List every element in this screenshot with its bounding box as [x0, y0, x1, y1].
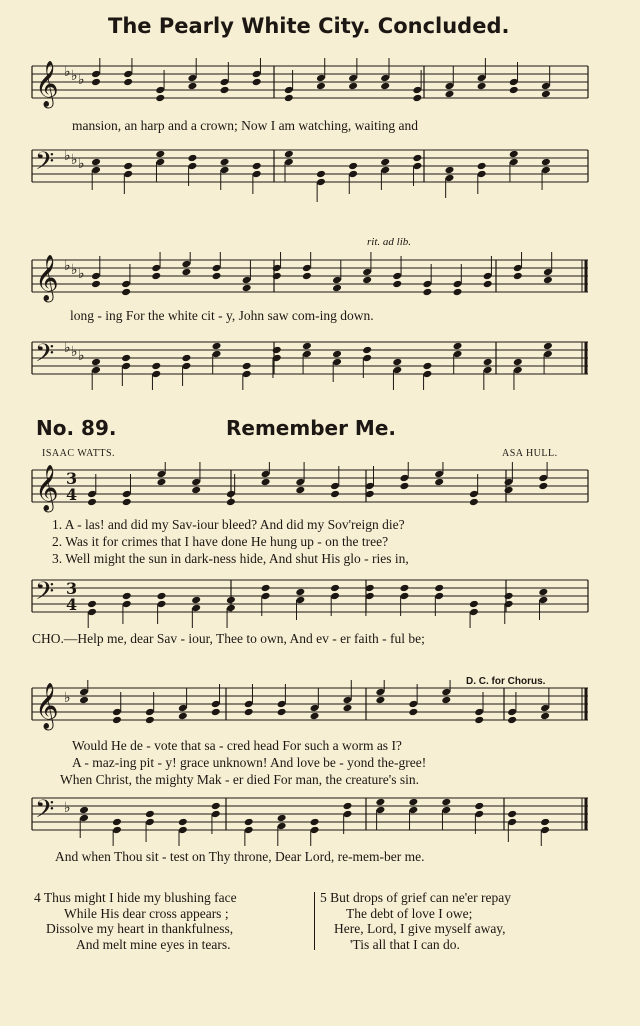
- svg-text:3: 3: [66, 579, 78, 598]
- song1-lyrics-line1: mansion, an harp and a crown; Now I am watching, waiting and: [72, 118, 419, 133]
- song2-verse2-line-1: Would He de - vote that sa - cred head For such a worm as I?: [72, 738, 402, 753]
- svg-text:♭: ♭: [64, 64, 71, 80]
- song2-bass-staff-2: [26, 790, 594, 846]
- svg-text:𝄞: 𝄞: [35, 683, 59, 729]
- song1-bass-staff-2: [26, 334, 594, 390]
- song2-author: ISAAC WATTS.: [42, 448, 116, 459]
- svg-text:𝄢: 𝄢: [35, 339, 55, 374]
- svg-text:𝄢: 𝄢: [35, 795, 55, 830]
- song2-verse-line-3: 3. Well might the sun in dark-ness hide, And shut His glo - ries in,: [52, 551, 409, 566]
- svg-text:♭: ♭: [64, 690, 71, 706]
- svg-text:♭: ♭: [78, 266, 85, 282]
- song2-number: No. 89.: [36, 416, 117, 440]
- verse-4-line-2: While His dear cross appears ;: [64, 905, 229, 921]
- song1-tempo-mark: rit. ad lib.: [367, 236, 412, 248]
- verse-4-line-1: 4 Thus might I hide my blushing face: [34, 890, 237, 905]
- song2-title: Remember Me.: [226, 416, 396, 440]
- svg-text:♭: ♭: [78, 348, 85, 364]
- svg-text:♭: ♭: [64, 148, 71, 164]
- verse-5-line-1: 5 But drops of grief can ne'er repay: [320, 890, 511, 905]
- song2-verse-line-1: 1. A - las! and did my Sav-iour bleed? And did my Sov'reign die?: [52, 517, 405, 532]
- verse-5-line-4: 'Tis all that I can do.: [350, 936, 460, 952]
- svg-text:♭: ♭: [71, 344, 78, 360]
- song2-chorus-line1: CHO.—Help me, dear Sav - iour, Thee to own, And ev - er faith - ful be;: [32, 631, 425, 646]
- verse-divider: [314, 892, 315, 950]
- song1-title: The Pearly White City. Concluded.: [108, 14, 510, 38]
- svg-text:𝄞: 𝄞: [35, 255, 59, 301]
- svg-text:𝄢: 𝄢: [35, 577, 55, 612]
- svg-text:♭: ♭: [71, 68, 78, 84]
- svg-text:4: 4: [66, 595, 78, 614]
- svg-text:♭: ♭: [78, 156, 85, 172]
- svg-text:𝄢: 𝄢: [35, 147, 55, 182]
- verse-4-line-4: And melt mine eyes in tears.: [76, 936, 231, 952]
- svg-text:𝄞: 𝄞: [35, 465, 59, 511]
- svg-text:♭: ♭: [64, 340, 71, 356]
- song1-treble-staff-1: [26, 58, 594, 112]
- song1-treble-staff-2: [26, 252, 594, 306]
- verse-5-line-3: Here, Lord, I give myself away,: [334, 921, 506, 936]
- svg-text:♭: ♭: [78, 72, 85, 88]
- svg-text:♭: ♭: [64, 800, 71, 816]
- svg-text:𝄞: 𝄞: [35, 61, 59, 107]
- verse-5: [320, 890, 592, 952]
- song2-verse2-line-3: When Christ, the mighty Mak - er died For man, the creature's sin.: [60, 772, 419, 787]
- song2-treble-staff-2: [26, 680, 594, 736]
- dc-for-chorus-mark: D. C. for Chorus.: [466, 676, 546, 687]
- verse-4-line-3: Dissolve my heart in thankfulness,: [46, 921, 234, 936]
- song1-bass-staff-1: [26, 142, 594, 202]
- song2-verse-line-2: 2. Was it for crimes that I have done He hung up - on the tree?: [52, 534, 389, 549]
- verse-4: [34, 890, 306, 952]
- svg-text:♭: ♭: [71, 262, 78, 278]
- song2-chorus-line2: And when Thou sit - test on Thy throne, Dear Lord, re-mem-ber me.: [55, 849, 425, 864]
- svg-text:♭: ♭: [71, 152, 78, 168]
- song2-treble-staff-1: [26, 462, 594, 516]
- svg-text:4: 4: [66, 485, 78, 504]
- song2-verse2-line-2: A - maz-ing pit - y! grace unknown! And love be - yond the-gree!: [72, 755, 427, 770]
- svg-text:♭: ♭: [64, 258, 71, 274]
- verse-5-line-2: The debt of love I owe;: [346, 905, 473, 921]
- song1-lyrics-line2: long - ing For the white cit - y, John saw com-ing down.: [70, 308, 374, 323]
- song2-bass-staff-1: [26, 572, 594, 628]
- song2-composer: ASA HULL.: [502, 448, 558, 459]
- svg-text:3: 3: [66, 469, 78, 488]
